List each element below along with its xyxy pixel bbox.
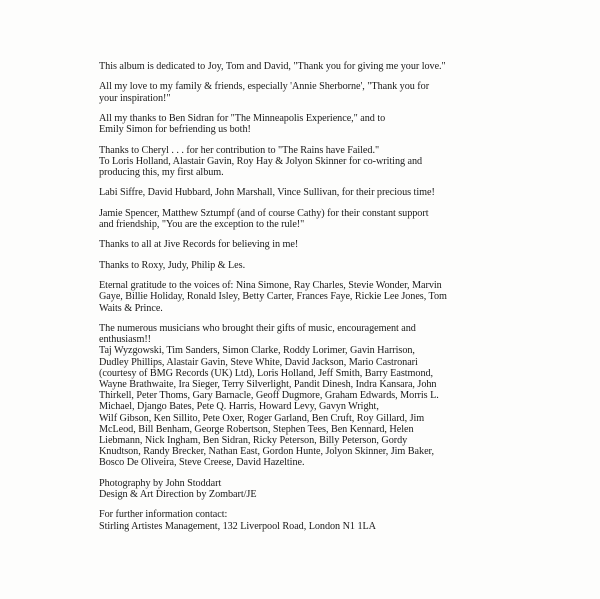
jive-paragraph: Thanks to all at Jive Records for believing in me! [99, 239, 299, 251]
musicians-list-paragraph: Taj Wyzgowski, Tim Sanders, Simon Clarke, Roddy Lorimer, Gavin Harrison, Dudley Phillips, Alastair Gavin, Steve White, David Jackson, Mario Castronari (courtesy of BMG Records (UK) Ltd), Loris Holland, Jeff Smith, Barry Eastmond, Wayne Brathwaite, Ira Sieger, Terry Silverlight, Pandit Dinesh, Indra Kansara, John Thirkell, Peter Thoms, Gary Barnacle, Geoff Dugmore, Graham Edwards, Morris L. Michael, Django Bates, Pete Q. Harris, Howard Levy, Gavyn Wright, Wilf Gibson, Ken Sillito, Pete Oxer, Roger Garland, Ben Cruft, Roy Gillard, Jim McLeod, Bill Benham, George Robertson, Stephen Tees, Ben Kennard, Helen Liebmann, Nick Ingham, Ben Sidran, Ricky Peterson, Billy Peterson, Gordy Knudtson, Randy Brecker, Nathan East, Gordon Hunte, Jolyon Skinner, Jim Baker, Bosco De Oliveira, Steve Creese, David Hazeltine. [99, 345, 439, 469]
contact-address: Stirling Artistes Management, 132 Liverpool Road, London N1 1LA [99, 520, 376, 532]
family-paragraph: All my love to my family & friends, especially 'Annie Sherborne', "Thank you for your inspiration!" [99, 81, 430, 104]
photography-credit: Photography by John Stoddart [99, 477, 222, 489]
ben-sidran-paragraph: All my thanks to Ben Sidran for "The Minneapolis Experience," and to Emily Simon for befriending us both! [99, 112, 386, 136]
musicians-intro-paragraph: The numerous musicians who brought their gifts of music, encouragement and enthusiasm!! [99, 322, 416, 346]
liner-notes-text [99, 61, 519, 541]
dedication-paragraph: This album is dedicated to Joy, Tom and David, "Thank you for giving me your love." [99, 61, 446, 72]
cheryl-paragraph: Thanks to Cheryl . . . for her contribution to "The Rains have Failed." To Loris Holland, Alastair Gavin, Roy Hay & Jolyon Skinner for co-writing and producing this, my first album. [99, 144, 423, 178]
roxy-paragraph: Thanks to Roxy, Judy, Philip & Les. [99, 259, 246, 271]
contact-heading: For further information contact: [99, 509, 228, 521]
labi-paragraph: Labi Siffre, David Hubbard, John Marshall, Vince Sullivan, for their precious time! [99, 187, 435, 199]
design-credit: Design & Art Direction by Zombart/JE [99, 488, 257, 500]
eternal-gratitude-paragraph: Eternal gratitude to the voices of: Nina Simone, Ray Charles, Stevie Wonder, Marvin Gaye, Billie Holiday, Ronald Isley, Betty Carter, Frances Faye, Rickie Lee Jones, Tom Waits & Prince. [99, 280, 447, 314]
jamie-paragraph: Jamie Spencer, Matthew Sztumpf (and of course Cathy) for their constant support and friendship, "You are the exception to the rule!" [99, 207, 429, 230]
